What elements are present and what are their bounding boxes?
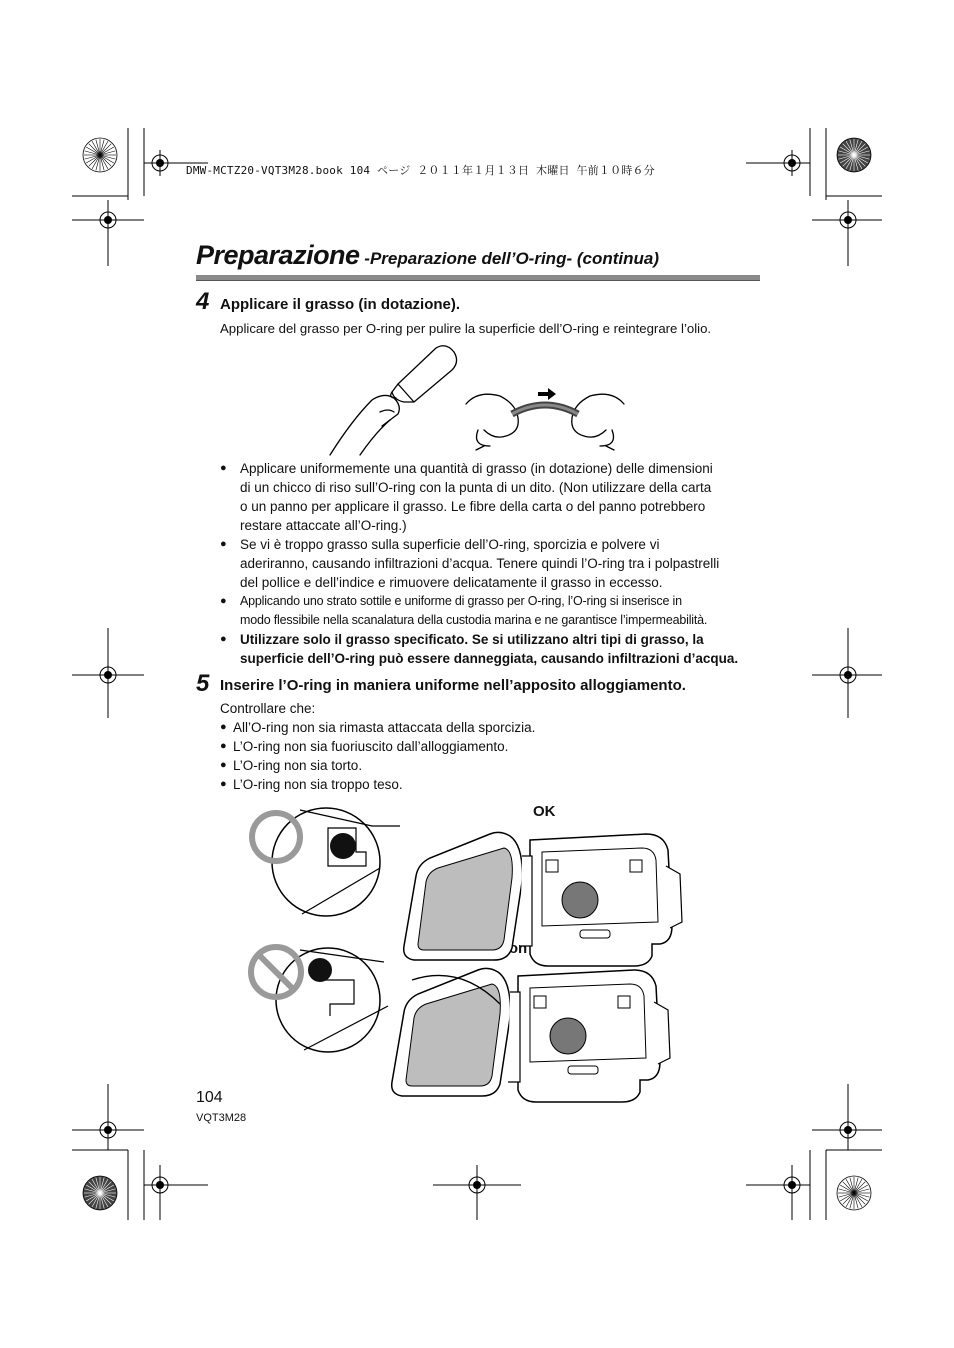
title-sub: -Preparazione dell’O-ring- (continua) — [359, 249, 659, 268]
step-5-heading: Inserire l’O-ring in maniera uniforme nell’apposito alloggiamento. — [220, 677, 686, 694]
title-main: Preparazione — [196, 240, 360, 270]
check-intro: Controllare che: — [220, 701, 316, 716]
check-item: ● L’O-ring non sia troppo teso. — [220, 775, 535, 794]
step-4-intro: Applicare del grasso per O-ring per pulire la superficie dell’O-ring e reintegrare l’olio. — [220, 321, 712, 336]
check-item: ● L’O-ring non sia torto. — [220, 756, 535, 775]
label-ok: OK — [533, 803, 556, 820]
file-header: DMW-MCTZ20-VQT3M28.book 104 ページ ２０１１年１月１３日 木曜日 午前１０時６分 — [186, 164, 655, 177]
bullet-item: ● Applicare uniformemente una quantità di grasso (in dotazione) delle dimensioni di un chicco di riso sull’O-ring con la punta di un dito. (Non utilizzare della carta o un panno per applicare il grasso. Le fibre della carta o del panno potrebbero restare attaccate all’O-ring.) — [220, 459, 738, 535]
step-4-heading: Applicare il grasso (in dotazione). — [220, 296, 461, 313]
document-code: VQT3M28 — [196, 1112, 247, 1124]
check-item: ● L’O-ring non sia fuoriuscito dall’alloggiamento. — [220, 737, 535, 756]
page-number: 104 — [196, 1089, 223, 1106]
step-5-number: 5 — [196, 670, 210, 697]
bullet-item: ● Applicando uno strato sottile e uniforme di grasso per O-ring, l’O-ring si inserisce in modo flessibile nella scanalatura della custodia marina e ne garantisce l’impermeabilità. — [220, 592, 738, 630]
check-item: ● All’O-ring non sia rimasta attaccata della sporcizia. — [220, 718, 535, 737]
bullet-item-warning: ● Utilizzare solo il grasso specificato. Se si utilizzano altri tipi di grasso, la superficie dell’O-ring può essere danneggiata, causando infiltrazioni d’acqua. — [220, 630, 738, 668]
step-4-number: 4 — [196, 288, 210, 315]
bullet-item: ● Se vi è troppo grasso sulla superficie dell’O-ring, sporcizia e polvere vi aderiranno, causando infiltrazioni d’acqua. Tenere quindi l’O-ring tra i polpastrelli del pollice e dell’indice e rimuovere delicatamente il grasso in eccesso. — [220, 535, 738, 592]
